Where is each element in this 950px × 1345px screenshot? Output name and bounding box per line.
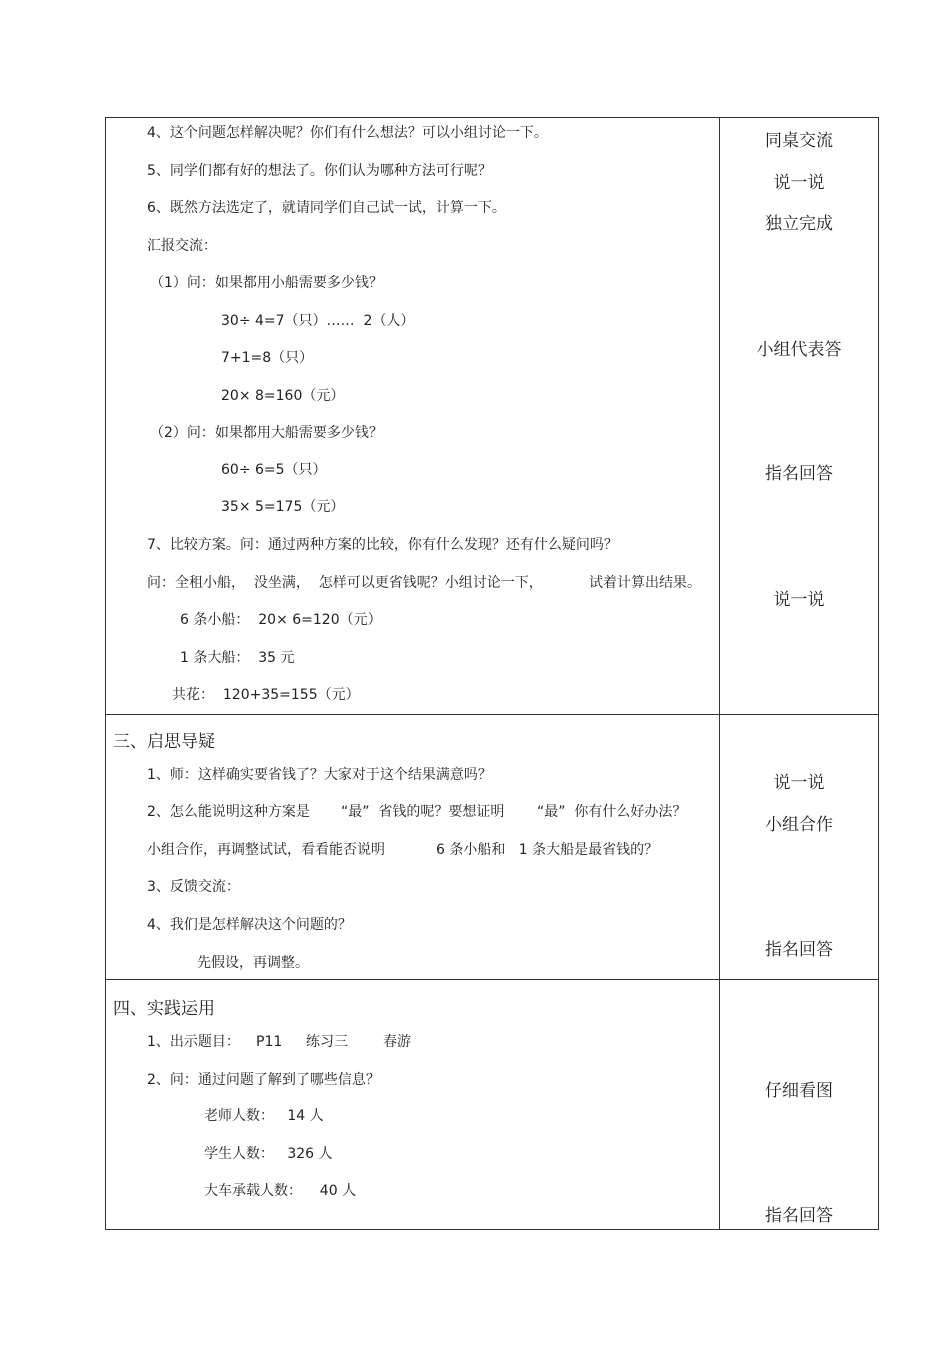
row-divider [105,979,879,980]
activity-label: 小组代表答 [756,340,842,360]
question-text-end: 试着计算出结果。 [589,575,701,591]
activity-label: 说一说 [773,590,825,610]
step-4-text: 4、这个问题怎样解决呢？你们有什么想法？可以小组讨论一下。 [147,125,548,141]
group-text: 小组合作，再调整试试，看看能否说明 [147,842,385,858]
activity-label: 说一说 [773,773,825,793]
step-6-text: 6、既然方法选定了，就请同学们自己试一试，计算一下。 [147,200,506,216]
calc-line: 6 条小船： 20× 6=120（元） [180,612,382,628]
step-7-text: 7、比较方案。问：通过两种方案的比较，你有什么发现？还有什么疑问吗？ [147,537,618,553]
column-divider [719,117,720,1230]
calc-line: 7+1=8（只） [221,350,314,366]
calc-line: 30÷ 4=7（只）…… 2（人） [221,313,415,329]
calc-line: 20× 8=160（元） [221,388,345,404]
activity-label: 指名回答 [765,464,833,484]
calc-line: 60÷ 6=5（只） [221,462,327,478]
report-label: 汇报交流： [147,238,217,254]
activity-label: 指名回答 [765,940,833,960]
activity-label: 仔细看图 [765,1081,833,1101]
step-5-text: 5、同学们都有好的想法了。你们认为哪种方法可行呢？ [147,163,492,179]
page-ref: P11 [256,1034,283,1050]
step-1-text: 1、出示题目： [147,1034,240,1050]
question-2: （2）问：如果都用大船需要多少钱？ [150,425,383,441]
section-heading: 三、启思导疑 [113,732,215,752]
row-divider [105,714,879,715]
step-2-text-mid: “最” 省钱的呢？要想证明 [341,804,505,820]
info-line: 学生人数： 326 人 [204,1146,333,1162]
calc-line: 35× 5=175（元） [221,499,345,515]
activity-label: 指名回答 [765,1206,833,1226]
activity-label: 说一说 [773,173,825,193]
calc-line: 1 条大船： 35 元 [180,650,295,666]
question-1: （1）问：如果都用小船需要多少钱？ [150,275,383,291]
activity-label: 同桌交流 [765,131,833,151]
question-text: 问：全租小船， 没坐满， 怎样可以更省钱呢？小组讨论一下， [147,575,543,591]
exercise-ref: 练习三 [306,1034,348,1050]
group-text-end: 6 条小船和 1 条大船是最省钱的？ [436,842,659,858]
info-line: 老师人数： 14 人 [204,1108,324,1124]
answer-text: 先假设，再调整。 [197,955,309,971]
topic-ref: 春游 [383,1034,411,1050]
step-2-text: 2、怎么能说明这种方案是 [147,804,310,820]
info-line: 大车承载人数： 40 人 [204,1183,357,1199]
activity-label: 小组合作 [765,815,833,835]
step-2-text-end: “最” 你有什么好办法？ [537,804,687,820]
activity-label: 独立完成 [765,214,833,234]
step-2-text: 2、问：通过问题了解到了哪些信息？ [147,1072,380,1088]
step-3-text: 3、反馈交流： [147,879,240,895]
step-4-text: 4、我们是怎样解决这个问题的？ [147,917,352,933]
total-line: 共花： 120+35=155（元） [172,687,360,703]
step-1-text: 1、师：这样确实要省钱了？大家对于这个结果满意吗？ [147,767,492,783]
section-heading: 四、实践运用 [113,999,215,1019]
